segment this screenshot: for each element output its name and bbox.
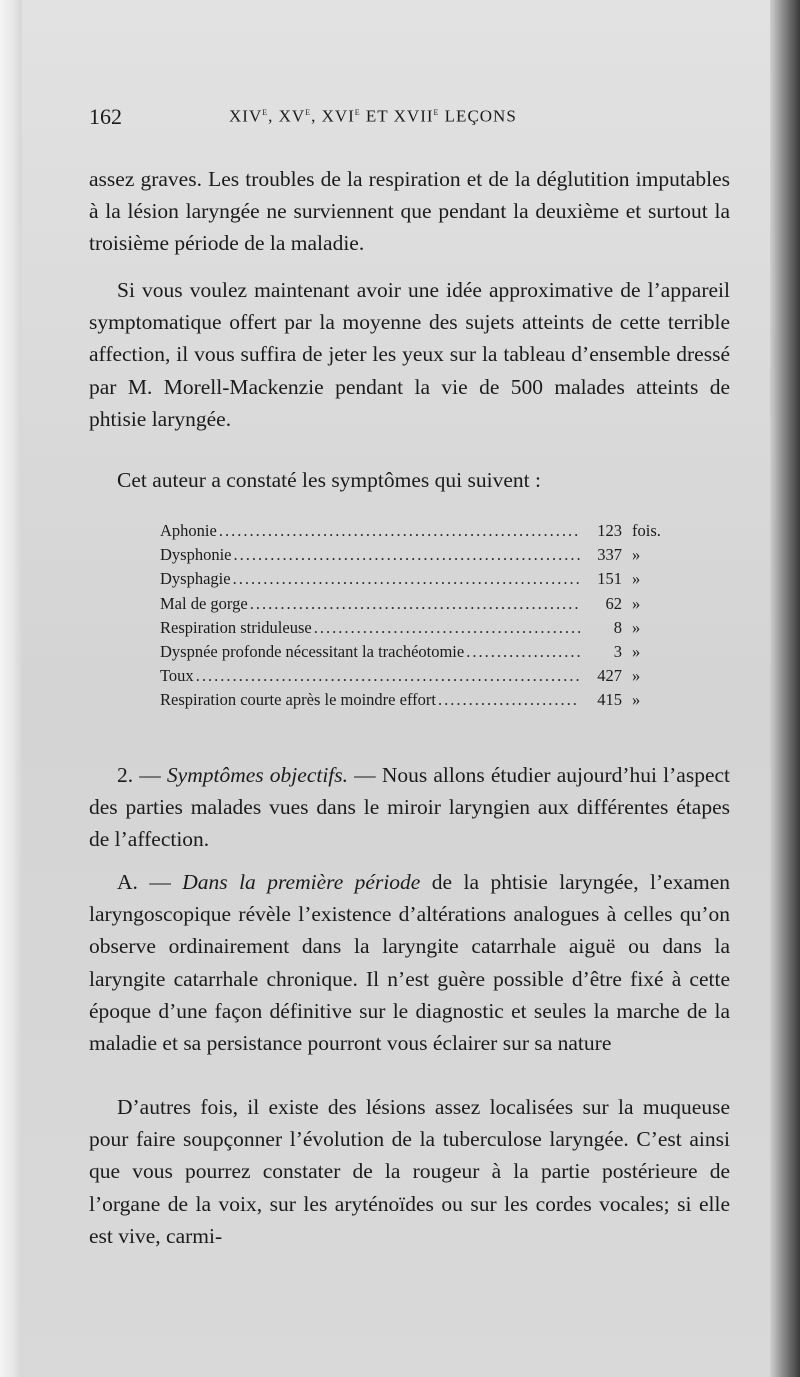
paragraph-text: Si vous voulez maintenant avoir une idée approximative de l’appareil symptomatique offert par la moyenne des sujets atteints de cette terrible affection, il vous suffira de jeter les yeux sur la tableau d’ensemble dressé par M. Morell-Mackenzie pendant la vie de 500 malades atteints de phtisie laryngée. [89,278,730,431]
paragraph-continuation [89,163,730,260]
table-row [160,640,676,664]
symptom-unit: » [632,666,641,686]
symptom-unit: fois. [632,521,661,540]
page-header [89,104,729,134]
paragraph-objective-symptoms [89,759,730,856]
symptom-count: 62 [605,593,622,613]
section-heading: Symptômes objectifs. [166,763,349,787]
paragraph-first-period [89,866,730,1059]
symptom-unit: » [632,545,641,565]
symptom-label: Mal de gorge [160,593,248,613]
dot-leader [233,567,580,591]
table-row [160,543,676,567]
symptom-count: 427 [597,666,622,686]
symptom-label: Aphonie [160,521,217,540]
paragraph-text: A. — Dans la première période de la phtisie laryngée, l’examen laryngoscopique révèle l’existence d’altérations analogues à celles qu’on observe ordinairement dans la laryngite catarrhale aiguë ou dans la laryngite catarrhale chronique. Il n’est guère possible d’être fixé à cette époque d’une façon définitive sur le diagnostic et seules la marche de la maladie et sa persistance pourront vous éclairer sur sa nature [89,870,731,1056]
dot-leader [250,592,580,616]
symptom-count: 3 [613,642,622,662]
table-row [160,664,676,688]
table-row [160,616,676,640]
symptom-label: Respiration striduleuse [160,617,312,637]
page-number: 162 [89,104,122,129]
paragraph-text: D’autres fois, il existe des lésions assez localisées sur la muqueuse pour faire soupçonner l’évolution de la tuberculose laryngée. C’est ainsi que vous pourrez constater de la rougeur à la partie postérieure de l’organe de la voix, sur les aryténoïdes ou sur les cordes vocales; si elle est vive, carmi- [89,1095,730,1248]
symptom-count: 8 [613,617,622,637]
table-row [160,519,676,543]
table-row [160,567,676,591]
symptoms-table [160,519,676,713]
paragraph-symptom-overview [89,274,730,435]
dot-leader [438,688,580,712]
paragraph-text: Cet auteur a constaté les symptômes qui suivent : [117,468,541,492]
dot-leader [234,543,581,567]
paragraph-table-intro [89,464,730,496]
dot-leader [466,640,580,664]
symptom-label: Respiration courte après le moindre effort [160,690,436,710]
subsection-heading: Dans la première période [182,870,421,894]
running-title: XIVe, XVe, XVIe ET XVIIe LEÇONS [229,106,517,126]
paragraph-localized-lesions [89,1091,730,1252]
symptom-unit: » [632,617,641,637]
symptom-label: Toux [160,666,194,686]
symptom-count: 415 [597,690,622,710]
dot-leader [314,616,580,640]
dot-leader [196,664,580,688]
page-edge-left [0,0,22,1377]
paragraph-text: assez graves. Les troubles de la respiration et de la déglutition imputables à la lésion laryngée ne surviennent que pendant la deuxième et surtout la troisième période de la maladie. [89,167,730,256]
symptom-label: Dysphonie [160,545,232,565]
table-row [160,688,676,712]
table-row [160,592,676,616]
symptom-label: Dyspnée profonde nécessitant la trachéotomie [160,642,465,662]
symptom-count: 123 [597,521,622,540]
symptom-count: 337 [597,545,622,565]
dot-leader [219,519,580,543]
symptom-unit: » [632,569,641,589]
symptom-label: Dysphagie [160,569,231,589]
symptom-unit: » [632,593,641,613]
symptom-count: 151 [597,569,622,589]
page-gutter-shadow [770,0,800,1377]
symptom-unit: » [632,642,641,662]
paragraph-text: 2. — Symptômes objectifs. — Nous allons étudier aujourd’hui l’aspect des parties malades vues dans le miroir laryngien aux différentes étapes de l’affection. [89,763,731,852]
symptom-unit: » [632,690,641,710]
